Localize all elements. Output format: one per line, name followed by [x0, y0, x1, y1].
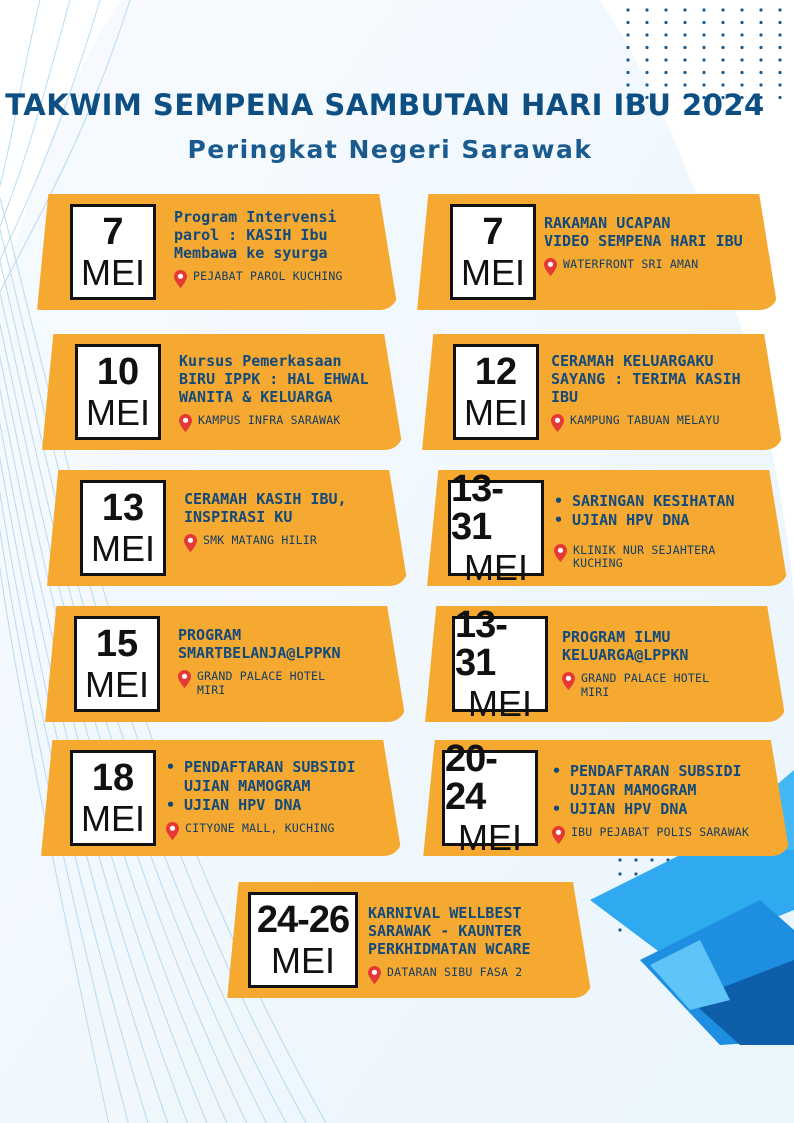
event-card: [410, 606, 786, 722]
page-subtitle: Peringkat Negeri Sarawak: [187, 135, 593, 164]
event-day: 13-31: [451, 468, 503, 548]
date-box: [452, 604, 548, 724]
location-pin-icon: [184, 534, 203, 556]
location-pin-icon: [174, 270, 193, 292]
date-box: [248, 892, 358, 988]
event-card: [212, 882, 592, 998]
bullet-item: • UJIAN HPV DNA: [552, 799, 688, 818]
event-card: [26, 740, 402, 856]
event-month: MEI: [270, 940, 335, 981]
event-bullets: [554, 492, 758, 530]
event-month: MEI: [467, 683, 532, 724]
event-title: CERAMAH KELUARGAKU SAYANG : TERIMA KASIH IBU: [551, 352, 741, 406]
event-day: 13: [101, 487, 145, 529]
location-pin-icon: [551, 414, 570, 436]
date-box: [448, 468, 544, 588]
event-month: MEI: [80, 252, 145, 293]
event-month: MEI: [80, 798, 145, 839]
bullet-item: • SARINGAN KESIHATAN: [554, 492, 735, 510]
event-location: CITYONE MALL, KUCHING: [166, 822, 378, 844]
event-card: [412, 470, 788, 586]
location-pin-icon: [552, 826, 571, 848]
event-location: DATARAN SIBU FASA 2: [368, 966, 568, 988]
event-day: 13-31: [455, 604, 507, 684]
event-month: MEI: [463, 547, 528, 588]
event-month: MEI: [84, 664, 149, 705]
event-month: MEI: [85, 392, 150, 433]
event-location: PEJABAT PAROL KUCHING: [174, 270, 368, 292]
event-day: 24-26: [256, 899, 350, 941]
event-day: 18: [91, 757, 135, 799]
event-card: [402, 194, 778, 310]
location-pin-icon: [544, 258, 563, 280]
event-month: MEI: [90, 528, 155, 569]
location-pin-icon: [166, 822, 185, 844]
location-pin-icon: [368, 966, 387, 988]
date-box: [442, 738, 538, 858]
event-card: [30, 606, 406, 722]
bullet-item: • PENDAFTARAN SUBSIDI UJIAN MAMOGRAM: [166, 758, 356, 795]
date-box: [75, 344, 161, 440]
event-title: RAKAMAN UCAPAN VIDEO SEMPENA HARI IBU: [544, 214, 743, 250]
event-month: MEI: [460, 252, 525, 293]
bullet-item: • UJIAN HPV DNA: [166, 795, 302, 814]
event-day: 7: [102, 211, 124, 253]
event-location: GRAND PALACE HOTEL MIRI: [178, 670, 376, 698]
event-location: KAMPUS INFRA SARAWAK: [179, 414, 373, 436]
date-box: [70, 750, 156, 846]
event-card: [32, 470, 408, 586]
event-bullets: [166, 758, 378, 814]
event-day: 12: [474, 351, 518, 393]
event-card: [27, 334, 403, 450]
event-location: KAMPUNG TABUAN MELAYU: [551, 414, 753, 436]
event-bullets: [552, 762, 768, 818]
date-box: [74, 616, 160, 712]
event-title: CERAMAH KASIH IBU, INSPIRASI KU: [184, 490, 347, 526]
date-box: [70, 204, 156, 300]
location-pin-icon: [554, 544, 573, 566]
event-month: MEI: [457, 817, 522, 858]
event-location: KLINIK NUR SEJAHTERA KUCHING: [554, 544, 758, 572]
page-title: TAKWIM SEMPENA SAMBUTAN HARI IBU 2024: [5, 88, 765, 122]
location-pin-icon: [179, 414, 198, 436]
location-pin-icon: [178, 670, 197, 692]
event-location: SMK MATANG HILIR: [184, 534, 378, 556]
bullet-item: • PENDAFTARAN SUBSIDI UJIAN MAMOGRAM: [552, 762, 742, 799]
bullet-item: • UJIAN HPV DNA: [554, 510, 690, 529]
event-location: WATERFRONT SRI AMAN: [544, 258, 748, 280]
event-title: PROGRAM SMARTBELANJA@LPPKN: [178, 626, 341, 662]
event-month: MEI: [463, 392, 528, 433]
date-box: [453, 344, 539, 440]
event-title: KARNIVAL WELLBEST SARAWAK - KAUNTER PERKHIDMATAN WCARE: [368, 904, 531, 958]
event-day: 7: [482, 211, 504, 253]
event-location: GRAND PALACE HOTEL MIRI: [562, 672, 756, 700]
event-location: IBU PEJABAT POLIS SARAWAK: [552, 826, 768, 848]
event-card: [407, 334, 783, 450]
location-pin-icon: [562, 672, 581, 694]
date-box: [80, 480, 166, 576]
event-day: 10: [96, 351, 140, 393]
event-day: 15: [95, 623, 139, 665]
event-title: PROGRAM ILMU KELUARGA@LPPKN: [562, 628, 689, 664]
event-day: 20-24: [445, 738, 497, 818]
event-title: Program Intervensi parol : KASIH Ibu Membawa ke syurga: [174, 208, 337, 262]
date-box: [450, 204, 536, 300]
event-title: Kursus Pemerkasaan BIRU IPPK : HAL EHWAL WANITA & KELUARGA: [179, 352, 369, 406]
event-card: [408, 740, 790, 856]
event-card: [22, 194, 398, 310]
